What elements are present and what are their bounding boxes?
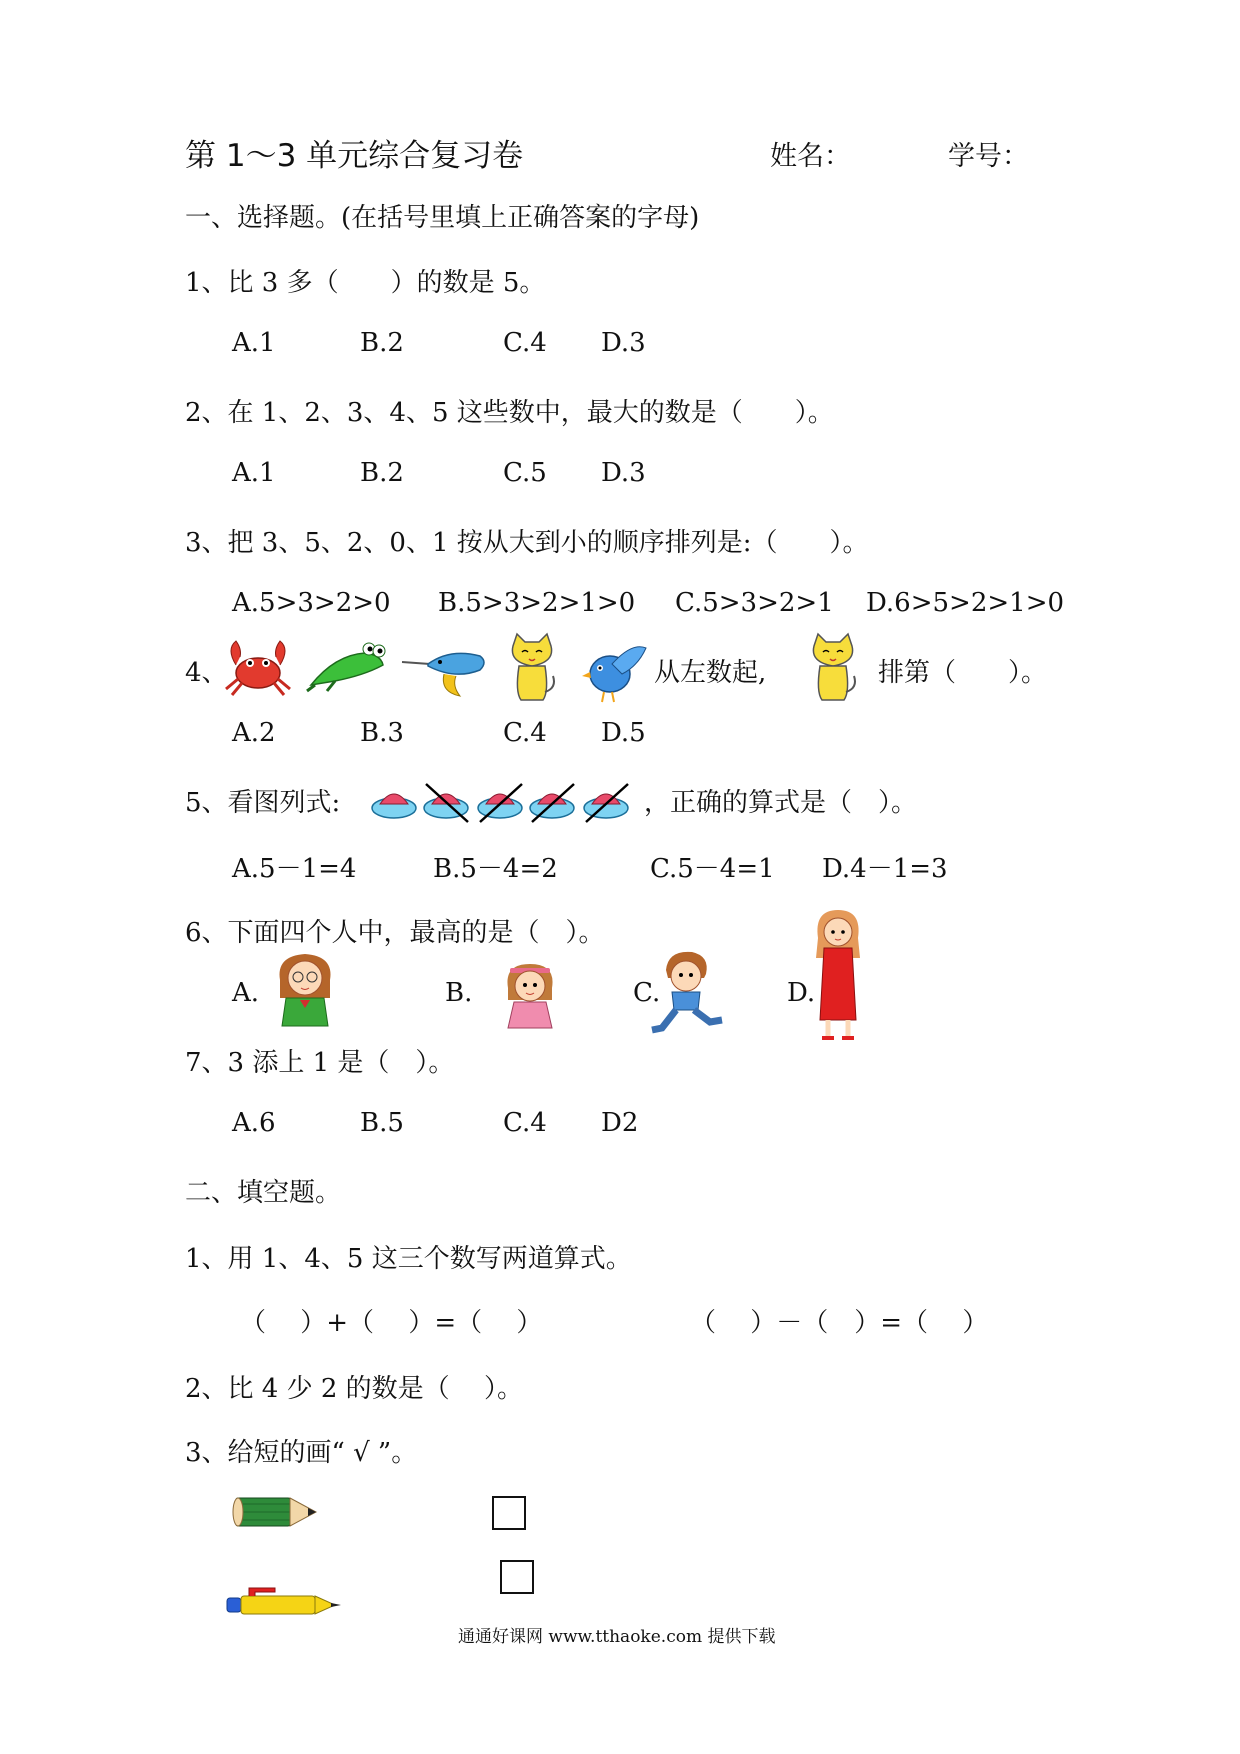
question-5-prefix: 5、看图列式: [185, 788, 341, 818]
q4-option-a: A.2 [232, 718, 276, 748]
boy-icon [648, 948, 728, 1038]
cake-icon [372, 794, 416, 818]
q3-option-d: D.6>5>2>1>0 [866, 588, 1065, 618]
q1-option-b: B.2 [360, 328, 404, 358]
q5-option-d: D.4－1=3 [822, 854, 948, 884]
q6-option-a: A. [232, 978, 260, 1008]
fill-question-1-text: 1、用 1、4、5 这三个数写两道算式。 [185, 1244, 632, 1274]
q2-option-d: D.3 [601, 458, 646, 488]
q3-option-c: C.5>3>2>1 [675, 588, 834, 618]
q7-option-c: C.4 [503, 1108, 547, 1138]
section1-heading: 一、选择题。(在括号里填上正确答案的字母) [185, 203, 700, 233]
q7-option-a: A.6 [232, 1108, 276, 1138]
q2-option-c: C.5 [503, 458, 547, 488]
question-6-text: 6、下面四个人中，最高的是（ ）。 [185, 918, 605, 948]
student-id-label: 学号： [948, 141, 1029, 172]
girl-icon [498, 960, 562, 1032]
equation-addition: （ ）+（ ）=（ ） [240, 1308, 543, 1338]
q4-option-d: D.5 [601, 718, 646, 748]
equation-subtraction: （ ）－（ ）=（ ） [690, 1308, 989, 1338]
q7-option-d: D2 [601, 1108, 639, 1138]
pen-icon [225, 1584, 343, 1618]
girl-icon [272, 950, 338, 1032]
question-5-suffix: ，正确的算式是（ ）。 [644, 788, 918, 818]
section2-heading: 二、填空题。 [185, 1178, 342, 1208]
question-4-suffix: 排第（ ）。 [878, 658, 1048, 688]
answer-box-pen[interactable] [500, 1560, 534, 1594]
cat-icon [505, 632, 559, 702]
pencil-icon [232, 1494, 320, 1530]
question-4-middle: 从左数起, [654, 658, 767, 688]
q5-option-b: B.5－4=2 [433, 854, 558, 884]
fill-question-3-text: 3、给短的画“ √ ”。 [185, 1438, 418, 1468]
q1-option-a: A.1 [232, 328, 276, 358]
bird-icon [582, 640, 650, 704]
answer-box-pencil[interactable] [492, 1496, 526, 1530]
q3-option-b: B.5>3>2>1>0 [438, 588, 636, 618]
q5-option-a: A.5－1=4 [232, 854, 357, 884]
q6-option-b: B. [445, 978, 473, 1008]
question-3-text: 3、把 3、5、2、0、1 按从大到小的顺序排列是:（ ）。 [185, 528, 869, 558]
q6-option-c: C. [633, 978, 661, 1008]
name-label: 姓名： [770, 141, 851, 172]
q1-option-d: D.3 [601, 328, 646, 358]
swordfish-icon [400, 640, 492, 700]
q3-option-a: A.5>3>2>0 [232, 588, 391, 618]
question-1-text: 1、比 3 多（ ）的数是 5。 [185, 268, 546, 298]
woman-icon [808, 908, 868, 1043]
q6-option-d: D. [787, 978, 816, 1008]
fill-question-2-text: 2、比 4 少 2 的数是（ ）。 [185, 1374, 523, 1404]
cake-icon [478, 784, 522, 822]
q7-option-b: B.5 [360, 1108, 404, 1138]
q2-option-b: B.2 [360, 458, 404, 488]
q4-option-c: C.4 [503, 718, 547, 748]
q4-option-b: B.3 [360, 718, 404, 748]
frog-icon [305, 635, 389, 693]
question-2-text: 2、在 1、2、3、4、5 这些数中，最大的数是（ ）。 [185, 398, 834, 428]
question-7-text: 7、3 添上 1 是（ ）。 [185, 1048, 455, 1078]
crab-icon [222, 635, 294, 701]
question-4-prefix: 4、 [185, 658, 228, 688]
footer-text: 通通好课网 www.tthaoke.com 提供下载 [458, 1627, 776, 1647]
cake-group [370, 780, 640, 824]
q2-option-a: A.1 [232, 458, 276, 488]
cake-icon [424, 784, 468, 822]
cake-icon [584, 784, 628, 822]
q5-option-c: C.5－4=1 [650, 854, 775, 884]
page-title: 第 1～3 单元综合复习卷 [185, 138, 524, 174]
cake-icon [530, 784, 574, 822]
q1-option-c: C.4 [503, 328, 547, 358]
cat-icon [804, 632, 862, 702]
